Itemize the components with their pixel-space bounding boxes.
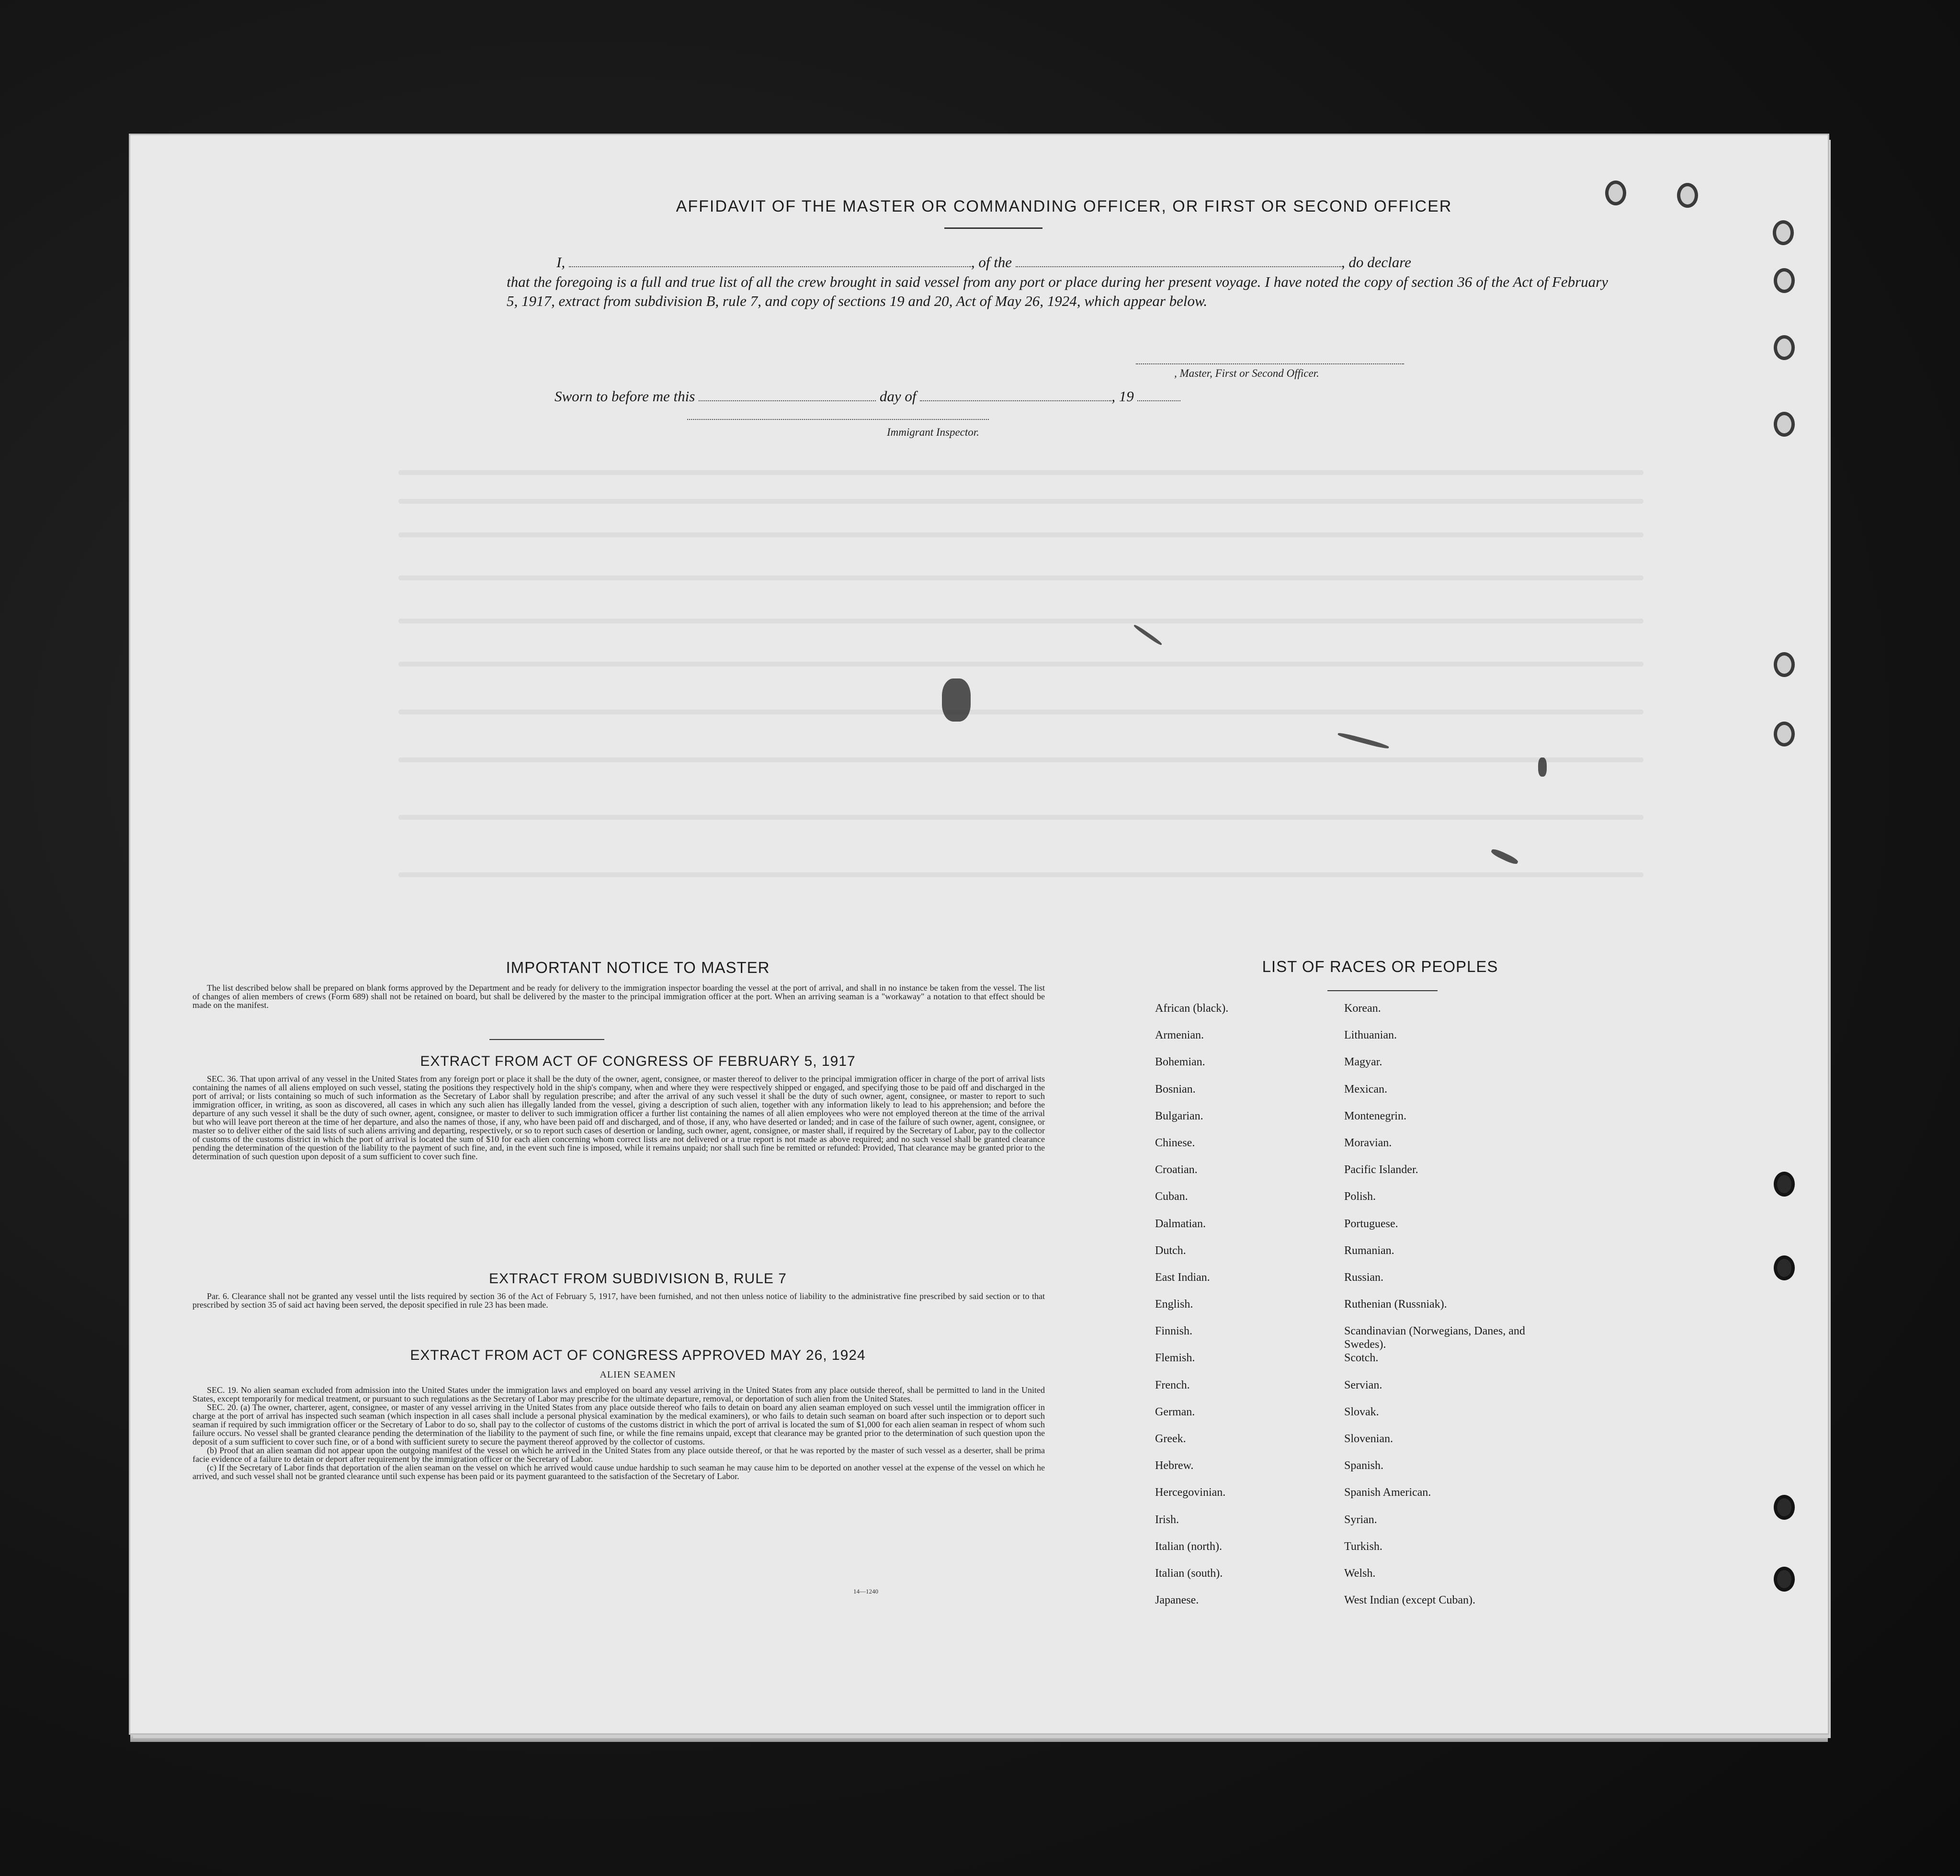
affidavit-first-line: [556, 254, 1610, 271]
races-rule: [1327, 990, 1438, 991]
race-item: Magyar.: [1344, 1056, 1382, 1069]
race-item: Dutch.: [1155, 1244, 1186, 1257]
punch-hole: [1774, 335, 1795, 360]
punch-hole: [1773, 220, 1794, 245]
extract-rule7-title: EXTRACT FROM SUBDIVISION B, RULE 7: [489, 1271, 787, 1287]
race-item: Scandinavian (Norwegians, Danes, and Swedes).: [1344, 1325, 1525, 1351]
notice-title: IMPORTANT NOTICE TO MASTER: [506, 959, 770, 976]
punch-hole: [1774, 722, 1795, 746]
ink-smudge: [942, 678, 971, 722]
ink-smudge: [1133, 624, 1163, 646]
extract-1924-title: EXTRACT FROM ACT OF CONGRESS APPROVED MAY 26, 1924: [410, 1347, 866, 1363]
races-title: LIST OF RACES OR PEOPLES: [1262, 958, 1498, 975]
race-item: Dalmatian.: [1155, 1217, 1206, 1230]
race-item: Turkish.: [1344, 1540, 1382, 1553]
sworn-day-blank[interactable]: [699, 389, 876, 401]
race-item: Spanish American.: [1344, 1486, 1431, 1499]
alien-seamen-subtitle: ALIEN SEAMEN: [600, 1369, 676, 1380]
bleed-through: [398, 710, 1643, 714]
vessel-blank[interactable]: [1016, 255, 1341, 267]
extract-1917-title: EXTRACT FROM ACT OF CONGRESS OF FEBRUARY 5, 1917: [420, 1053, 856, 1069]
extract-1917-text: [193, 1074, 1045, 1161]
notice-text: [193, 983, 1045, 1009]
race-item: Lithuanian.: [1344, 1029, 1397, 1042]
race-item: Russian.: [1344, 1271, 1384, 1284]
race-item: Rumanian.: [1344, 1244, 1394, 1257]
bleed-through: [398, 576, 1643, 580]
race-item: West Indian (except Cuban).: [1344, 1594, 1475, 1607]
race-item: English.: [1155, 1298, 1193, 1311]
name-blank[interactable]: [569, 255, 971, 267]
race-item: Hercegovinian.: [1155, 1486, 1226, 1499]
title-rule: [944, 227, 1042, 229]
race-item: Scotch.: [1344, 1352, 1379, 1365]
signature-line[interactable]: [1136, 363, 1404, 364]
race-item: Pacific Islander.: [1344, 1164, 1418, 1176]
punch-hole: [1774, 1495, 1795, 1520]
race-item: Slovenian.: [1344, 1433, 1393, 1445]
bleed-through: [398, 662, 1643, 667]
race-item: Croatian.: [1155, 1164, 1198, 1176]
race-item: Ruthenian (Russniak).: [1344, 1298, 1447, 1311]
race-item: Bulgarian.: [1155, 1109, 1203, 1122]
race-item: Polish.: [1344, 1190, 1376, 1203]
affidavit-of-the: , of the: [971, 254, 1012, 271]
document-page: [130, 135, 1828, 1733]
sec-36-paragraph: SEC. 36. That upon arrival of any vessel in the United States from any foreign port or place it shall be the duty of the owner, agent, consignee, or master thereof to deliver to the principal immigration officer in charge of the port of arrival lists containing the names of all aliens employed on such vessel, stating the positions they respectively hold in the ship's company, when and where they were respectively shipped or engaged, and specifying those to be paid off and discharged in the port of arrival; or lists containing so much of such information as the Secretary of Labor shall by regulation prescribe; and after the arrival of any such vessel it shall be the duty of such owner, agent, consignee, or master to report to such immigration officer, in writing, as soon as discovered, all cases in which any such alien has illegally landed from the vessel, giving a description of such alien, together with any information likely to lead to his apprehension; and before the departure of any such vessel it shall be the duty of such owner, agent, consignee, or master to deliver to such immigration officer a further list containing the names of all alien employees who were not employed thereon at the time of the arrival but who will leave port thereon at the time of her departure, and also the names of those, if any, who have been paid off and discharged, and of those, if any, who have deserted or landed; and in case of the failure of such owner, agent, consignee, or master so to deliver either of the said lists of such aliens arriving and departing, respectively, or so to report such cases of desertion or landing, such owner, agent, consignee, or master shall, if required by the Secretary of Labor, pay to the collector of customs of the customs district in which the port of arrival is located the sum of $10 for each alien concerning whom correct lists are not delivered or a true report is not made as above required; and no such vessel shall be granted clearance pending the determination of the question of the liability to the payment of such fine, and, in the event such fine is imposed, while it remains unpaid; nor shall such fine be remitted or refunded: Provided, That clearance may be granted prior to the determination of such question upon deposit of a sum sufficient to cover such fine.: [193, 1074, 1045, 1161]
bleed-through: [398, 499, 1643, 504]
race-item: Bosnian.: [1155, 1083, 1196, 1096]
race-item: Korean.: [1344, 1002, 1381, 1015]
sworn-month-blank[interactable]: [920, 389, 1111, 401]
sworn-line: [555, 388, 1321, 405]
race-item: German.: [1155, 1405, 1195, 1418]
race-item: Chinese.: [1155, 1136, 1195, 1149]
race-item: Welsh.: [1344, 1567, 1376, 1580]
punch-hole: [1774, 1567, 1795, 1592]
race-item: African (black).: [1155, 1002, 1229, 1015]
race-item: Bohemian.: [1155, 1056, 1205, 1069]
extract-1924-text: [193, 1386, 1045, 1480]
race-item: Italian (north).: [1155, 1540, 1222, 1553]
race-item: Mexican.: [1344, 1083, 1387, 1096]
ink-smudge: [1490, 848, 1519, 866]
sec-19-paragraph: SEC. 19. No alien seaman excluded from admission into the United States under the immigration laws and employed on board any vessel arriving in the United States from any place outside thereof, shall be permitted to land in the United States, except temporarily for medical treatment, or pursuant to such regulations as the Secretary of Labor may prescribe for the ultimate departure, removal, or deportation of such alien from the United States.: [193, 1385, 1045, 1403]
race-item: French.: [1155, 1379, 1190, 1391]
bleed-through: [398, 532, 1643, 537]
punch-hole: [1774, 652, 1795, 677]
inspector-signature-line[interactable]: [687, 419, 989, 420]
races-right-column: [1344, 1002, 1545, 1620]
bleed-through: [398, 619, 1643, 623]
race-item: Spanish.: [1344, 1459, 1384, 1472]
inspector-caption: Immigrant Inspector.: [887, 426, 979, 438]
sec-20b-paragraph: (b) Proof that an alien seaman did not appear upon the outgoing manifest of the vessel on which he arrived in the United States from any place outside thereof, or that he was reported by the master of such vessel as a deserter, shall be prima facie evidence of a failure to detain or deport after requirement by the immigration officer or the Secretary of Labor.: [193, 1446, 1045, 1464]
race-item: Italian (south).: [1155, 1567, 1223, 1580]
race-item: Irish.: [1155, 1513, 1179, 1526]
race-item: Flemish.: [1155, 1352, 1195, 1365]
race-item: Servian.: [1344, 1379, 1382, 1391]
punch-hole: [1774, 1255, 1795, 1280]
ink-smudge: [1538, 757, 1547, 777]
form-number: 14—1240: [853, 1588, 878, 1595]
bleed-through: [398, 815, 1643, 820]
affidavit-body: that the foregoing is a full and true list of all the crew brought in said vessel from any port or place during her present voyage. I have noted the copy of section 36 of the Act of February 5, 1917, extract from subdivision B, rule 7, and copy of sections 19 and 20, Act of May 26, 1924, which appear below.: [507, 273, 1608, 309]
extract-rule7-text: [193, 1292, 1045, 1309]
ink-smudge: [1337, 732, 1390, 750]
sworn-prefix: Sworn to before me this: [555, 388, 695, 405]
par-6-paragraph: Par. 6. Clearance shall not be granted any vessel until the lists required by section 36 of the Act of February 5, 1917, have been furnished, and not then unless notice of liability to the administrative fine prescribed by said section or to that prescribed by section 35 of said act having been served, the deposit specified in rule 23 has been made.: [193, 1291, 1045, 1310]
bleed-through: [398, 470, 1643, 475]
sworn-year: , 19: [1111, 388, 1134, 405]
affidavit-title: AFFIDAVIT OF THE MASTER OR COMMANDING OFFICER, OR FIRST OR SECOND OFFICER: [676, 197, 1452, 215]
punch-hole: [1677, 183, 1698, 208]
race-item: East Indian.: [1155, 1271, 1210, 1284]
page-edge: [130, 1733, 1828, 1742]
bleed-through: [398, 757, 1643, 762]
punch-hole: [1774, 1172, 1795, 1197]
sworn-year-blank[interactable]: [1137, 389, 1180, 401]
race-item: Hebrew.: [1155, 1459, 1194, 1472]
sec-20a-paragraph: SEC. 20. (a) The owner, charterer, agent, consignee, or master of any vessel arriving in the United States from any place outside thereof who fails to detain on board any alien seaman employed on such vessel until the immigration officer in charge at the port of arrival has inspected such seaman (which inspection in all cases shall include a personal physical examination by the medical examiners), or who fails to detain such seaman on board after such inspection or to deport such seaman if required by such immigration officer or the Secretary of Labor to do so, shall pay to the collector of customs of the customs district in which the port of arrival is located the sum of $1,000 for each alien seaman in respect of whom such failure occurs. No vessel shall be granted clearance pending the determination of the liability to the payment of such fine, or while the fine remains unpaid, except that clearance may be granted prior to the determination of such question upon the deposit of a sum sufficient to cover such fine, or of a bond with sufficient surety to secure the payment thereof approved by the collector of customs.: [193, 1402, 1045, 1447]
race-item: Japanese.: [1155, 1594, 1199, 1607]
race-item: Cuban.: [1155, 1190, 1188, 1203]
punch-hole: [1605, 181, 1626, 205]
signature-caption: , Master, First or Second Officer.: [1174, 367, 1319, 379]
race-item: Finnish.: [1155, 1325, 1193, 1338]
race-item: Portuguese.: [1344, 1217, 1398, 1230]
sec-20c-paragraph: (c) If the Secretary of Labor finds that deportation of the alien seaman on the vessel on which he arrived would cause undue hardship to such seaman he may cause him to be deported on another vessel at the expense of the vessel on which he arrived, and such vessel shall not be granted clearance until such expense has been paid or its payment guaranteed to the satisfaction of the Secretary of Labor.: [193, 1463, 1045, 1481]
section-rule: [489, 1039, 604, 1040]
race-item: Syrian.: [1344, 1513, 1377, 1526]
race-item: Montenegrin.: [1344, 1109, 1406, 1122]
punch-hole: [1774, 268, 1795, 293]
race-item: Greek.: [1155, 1433, 1186, 1445]
race-item: Moravian.: [1344, 1136, 1392, 1149]
notice-paragraph: The list described below shall be prepared on blank forms approved by the Department and be ready for delivery to the immigration inspector boarding the vessel at the port of arrival, and shall in no instance be taken from the vessel. The list of changes of alien members of crews (Form 689) shall not be retained on board, but shall be delivered by the master to the principal immigration officer at the port. When an arriving seaman is a "workaway" a notation to that effect should be made on the manifest.: [193, 983, 1045, 1010]
affidavit-do-declare: , do declare: [1341, 254, 1411, 271]
race-item: Armenian.: [1155, 1029, 1204, 1042]
punch-hole: [1774, 412, 1795, 437]
bleed-through: [398, 872, 1643, 877]
races-left-column: [1155, 1002, 1327, 1620]
race-item: Slovak.: [1344, 1405, 1379, 1418]
sworn-day-of: day of: [879, 388, 917, 405]
affidavit-i: I,: [556, 254, 566, 271]
